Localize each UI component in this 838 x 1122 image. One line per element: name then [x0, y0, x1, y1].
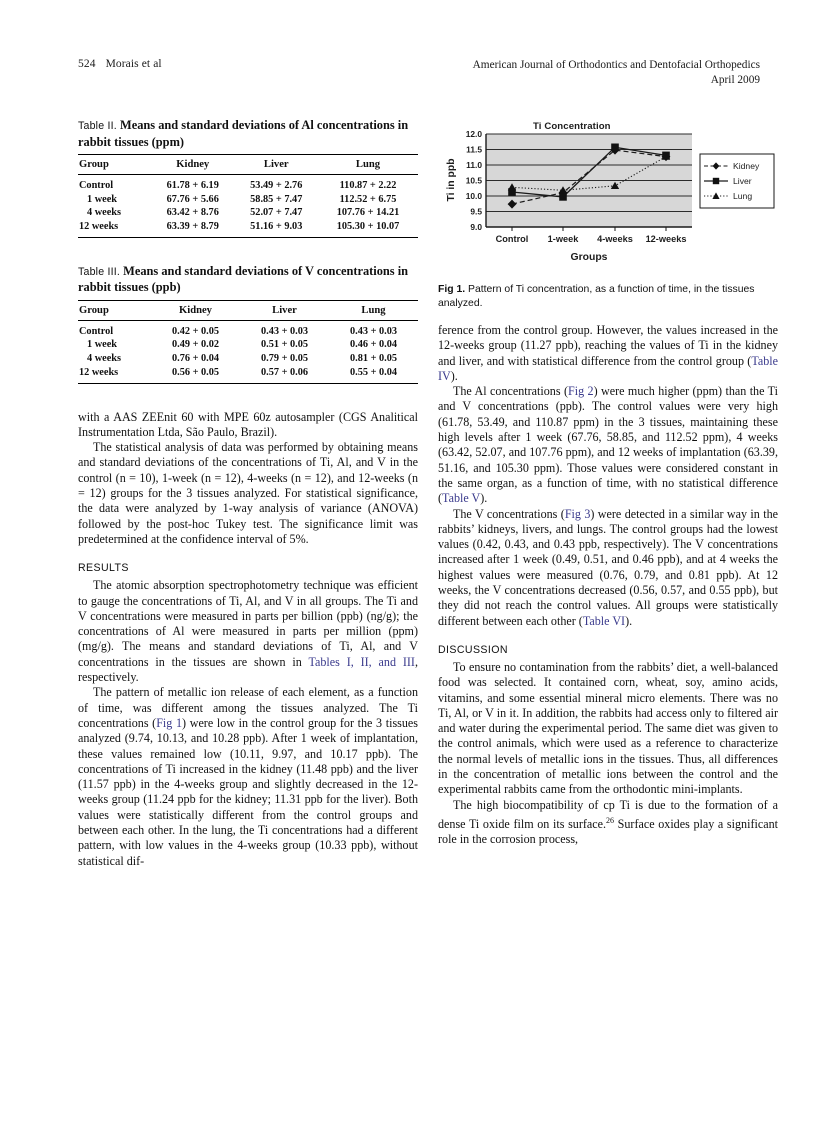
y-tick-12-0: 12.0	[465, 129, 482, 139]
xref-table-vi[interactable]: Table VI	[582, 613, 626, 628]
table-3-r3-liver: 0.57 + 0.06	[240, 365, 329, 383]
paragraph-results-1	[78, 578, 418, 685]
table-3-r1-liver: 0.51 + 0.05	[260, 339, 309, 351]
al-text-c: ).	[480, 491, 488, 506]
x-tick-4-weeks: 4-weeks	[597, 234, 633, 244]
y-tick-10-5: 10.5	[465, 175, 482, 186]
table-3-caption	[78, 264, 418, 296]
figure-1-caption	[438, 283, 778, 311]
results-2-text-a: The pattern of metallic ion release of each element, as a function of time, was different among the tissues analyzed. The Ti concentrations (	[78, 685, 418, 730]
table-2-r1-liver: 58.85 + 7.47	[250, 193, 303, 205]
y-tick-11-0: 11.0	[466, 160, 482, 170]
table-row	[78, 338, 418, 352]
issue-date: April 2009	[710, 74, 760, 86]
running-head-left	[78, 58, 162, 70]
table-2-r1-kidney: 67.76 + 5.66	[166, 193, 219, 205]
table-3-r2-group: 4 weeks	[87, 352, 122, 364]
table-row	[78, 192, 418, 206]
chart-title: Ti Concentration	[533, 121, 611, 132]
table-3-r2-lung: 0.81 + 0.05	[349, 352, 398, 364]
table-3-r1-lung: 0.46 + 0.04	[349, 339, 398, 351]
v-text-a: The V concentrations (	[453, 506, 565, 521]
v-text-c: ).	[625, 613, 633, 628]
running-head-right	[473, 58, 760, 88]
running-head-authors: Morais et al	[105, 58, 162, 70]
table-3-r3-group: 12 weeks	[78, 365, 151, 383]
xref-fig-3[interactable]: Fig 3	[564, 506, 591, 521]
table-2-r3-liver: 51.16 + 9.03	[235, 219, 319, 237]
table-2-col-lung: Lung	[318, 155, 418, 175]
results-2-text-b: ) were low in the control group for the 3 tissues analyzed (9.74, 10.13, and 10.28 ppb). After 1 week of implantation, these values remained low (10.11, 9.97, and 10.17 ppb). The concentrations of Ti increased in the kidney (11.48 ppb) and the liver (11.57 ppb) in the 4-weeks group and slightly decreased in the 12-weeks group (11.24 ppb for the kidney; 11.31 ppb for the liver). Both values were statistically different from the control groups and between each other. In the lung, the Ti concentrations had a different pattern, with low values in the 4-weeks group (10.33 ppb), without statistical dif-	[78, 715, 418, 868]
table-3-r3-kidney: 0.56 + 0.05	[151, 365, 240, 383]
xref-table-iv[interactable]: Table IV	[438, 353, 778, 383]
al-text-a: The Al concentrations (	[453, 384, 568, 399]
y-tick-11-5: 11.5	[466, 144, 482, 155]
table-2-r2-group: 4 weeks	[87, 207, 122, 219]
table-2-block	[78, 118, 418, 238]
v-text-b: ) were detected in a similar way in the rabbits’ kidneys, livers, and lungs. The control groups had the lowest values (0.42, 0.43, and 0.43 ppb, respectively). The V concentrations increased after 1 week (0.49, 0.51, and 0.46 ppb), and at 4 weeks the highest values were measured (0.76, 0.79, and 0.81 ppb). At 12 weeks, the V concentrations decreased (0.56, 0.57, and 0.55 ppb), but they did not reach the control values. All groups were statistically different between each other (	[438, 506, 778, 628]
table-2-r3-kidney: 63.39 + 8.79	[151, 219, 235, 237]
paragraph-statistics: The statistical analysis of data was performed by obtaining means and standard deviations of the concentrations of Ti, Al, and V in the control (n = 10), 1-week (n = 12), 4-weeks (n = 12), and 12-weeks (n = 12) groups for the 3 tissues analyzed. For statistical significance, the data were analyzed by 1-way analysis of variance (ANOVA) followed by the post-hoc Tukey test. The significance limit was predetermined at the confidence interval of 5%.	[78, 440, 418, 546]
table-2-r1-group: 1 week	[87, 193, 118, 205]
table-3-r1-group: 1 week	[87, 339, 118, 351]
disc-2-text-b: Surface oxides play a significant role in the corrosion process,	[438, 816, 778, 847]
legend-label-liver: Liver	[733, 176, 752, 186]
table-3-r3-lung: 0.55 + 0.04	[329, 365, 418, 383]
xref-table-v[interactable]: Table V	[442, 491, 481, 506]
ti-concentration-line-chart	[438, 118, 778, 276]
xref-tables-i-ii-iii[interactable]: Tables I, II, and III	[308, 654, 415, 669]
table-2-r0-kidney: 61.78 + 6.19	[166, 180, 219, 191]
legend-marker-liver	[713, 178, 719, 184]
paragraph-al-concentrations	[438, 384, 778, 506]
x-tick-control: Control	[495, 234, 529, 244]
paragraph-discussion-2	[438, 798, 778, 848]
section-heading-results: RESULTS	[78, 562, 129, 575]
table-2-r3-group: 12 weeks	[78, 219, 151, 237]
disc-2-text-a: The high biocompatibility of cp Ti is due to the formation of a dense Ti oxide film on its surface.	[438, 797, 778, 831]
table-2-caption-text: Means and standard deviations of Al concentrations in rabbit tissues (ppm)	[78, 118, 409, 149]
table-row	[78, 365, 418, 383]
table-3-r0-kidney: 0.42 + 0.05	[171, 325, 220, 337]
al-text-b: ) were much higher (ppm) than the Ti and V concentrations (ppb). The control values were very high (61.78, 53.49, and 110.87 ppm) in the 3 tissues, maintaining these high levels after 1 week (67.76, 58.85, and 112.52 ppm), 4 weeks (63.42, 52.07, and 107.76 ppm), and 12 weeks of implantation (63.39, 51.16, and 105.30 ppm). Those values were considered constant in the same organ, as a function of time, with no statistical difference (	[438, 384, 778, 506]
table-2-r0-group: Control	[79, 180, 114, 191]
table-row	[78, 320, 418, 338]
xref-fig-1[interactable]: Fig 1	[156, 715, 183, 730]
table-3-caption-text: Means and standard deviations of V concentrations in rabbit tissues (ppb)	[78, 263, 409, 295]
table-3-col-liver: Liver	[240, 300, 329, 320]
x-tick-12-weeks: 12-weeks	[645, 234, 687, 244]
y-axis-title: Ti in ppb	[446, 158, 457, 202]
y-tick-9-0: 9.0	[470, 222, 482, 232]
table-3-col-kidney: Kidney	[151, 300, 240, 320]
table-2-col-kidney: Kidney	[151, 155, 235, 175]
table-2-col-group: Group	[78, 155, 151, 175]
table-row	[78, 206, 418, 220]
table-3-r2-kidney: 0.76 + 0.04	[171, 352, 220, 364]
running-head	[78, 58, 760, 92]
table-2-caption	[78, 118, 418, 150]
paragraph-discussion-1: To ensure no contamination from the rabbits’ diet, a well-balanced food was selected. It contained corn, wheat, soy, amino acids, vitamins, and some essential mineral micro elements. There was no Ti, Al, or V in it. In addition, the rabbits had access only to filtered air and water during the experimental period. The same diet was given to the control animals, which were used as a reference to characterize the normal levels of metallic ions in the tissues. Thus, all differences in the concentration of metallic ions between the control and the experimental rabbits came from the orthodontic mini-implants.	[438, 659, 778, 797]
table-2-r1-lung: 112.52 + 6.75	[339, 193, 397, 205]
paragraph-continued	[438, 323, 778, 384]
results-1-text-a: The atomic absorption spectrophotometry technique was efficient to gauge the concentrations of Ti, Al, and V in all groups. The Ti and V concentrations were measured in parts per billion (ppb) (ng/g); the concentrations of Al were measured in parts per million (ppm) (mg/g). The means and standard deviations of Ti, Al, and V concentrations in the tissues are shown in	[78, 578, 418, 669]
table-row	[78, 352, 418, 366]
table-row	[78, 155, 418, 175]
y-tick-9-5: 9.5	[470, 206, 482, 217]
xref-fig-2[interactable]: Fig 2	[568, 384, 594, 399]
legend-label-kidney: Kidney	[733, 161, 760, 171]
page-number: 524	[78, 58, 96, 70]
cont-text-a: ference from the control group. However, the values increased in the 12-weeks group (11.27 ppb), reaching the values of Ti in the kidney and liver, and with statistical difference from the control group (	[438, 323, 778, 368]
figure-1-graphic	[438, 118, 778, 276]
table-2-body	[78, 175, 418, 238]
table-3-r1-kidney: 0.49 + 0.02	[171, 339, 220, 351]
table-2-head	[78, 155, 418, 175]
section-heading-discussion: DISCUSSION	[438, 643, 508, 656]
results-1-text-b: , respectively.	[78, 654, 418, 685]
table-3-head	[78, 300, 418, 320]
table-3-r2-liver: 0.79 + 0.05	[260, 352, 309, 364]
table-row	[78, 175, 418, 193]
table-2-r0-lung: 110.87 + 2.22	[339, 180, 397, 191]
paragraph-methods-end: with a AAS ZEEnit 60 with MPE 60z autosampler (CGS Analitical Instrumentation Ltda, São Paulo, Brazil).	[78, 409, 418, 439]
table-3-body	[78, 320, 418, 383]
table-2-number: Table II.	[78, 120, 117, 132]
y-tick-10-0: 10.0	[465, 191, 482, 201]
table-2-r0-liver: 53.49 + 2.76	[250, 180, 303, 191]
figure-1-label: Fig 1.	[438, 284, 466, 295]
table-3-block	[78, 264, 418, 384]
legend-label-lung: Lung	[733, 191, 753, 201]
table-2-col-liver: Liver	[235, 155, 319, 175]
left-column	[78, 118, 418, 869]
paragraph-v-concentrations	[438, 507, 778, 629]
table-2-r3-lung: 105.30 + 10.07	[318, 219, 418, 237]
table-row	[78, 300, 418, 320]
table-2	[78, 154, 418, 238]
table-3-number: Table III.	[78, 265, 121, 278]
figure-1-caption-text: Pattern of Ti concentration, as a function of time, in the tissues analyzed.	[438, 284, 755, 309]
table-row	[78, 219, 418, 237]
table-2-r2-kidney: 63.42 + 8.76	[166, 207, 219, 219]
table-3-r0-liver: 0.43 + 0.03	[260, 325, 309, 337]
table-3	[78, 300, 418, 384]
table-3-r0-group: Control	[79, 325, 114, 337]
x-tick-1-week: 1-week	[547, 234, 579, 244]
table-2-r2-lung: 107.76 + 14.21	[336, 207, 400, 219]
table-3-col-lung: Lung	[329, 300, 418, 320]
reference-marker-26[interactable]: 26	[606, 815, 614, 825]
cont-text-b: ).	[450, 368, 458, 383]
table-3-r0-lung: 0.43 + 0.03	[349, 325, 398, 337]
journal-title: American Journal of Orthodontics and Dentofacial Orthopedics	[472, 59, 760, 71]
table-2-r2-liver: 52.07 + 7.47	[250, 207, 303, 219]
paragraph-results-2	[78, 685, 418, 869]
table-3-col-group: Group	[78, 300, 151, 320]
x-axis-title: Groups	[570, 252, 608, 263]
figure-1	[438, 118, 778, 311]
right-column	[438, 118, 778, 848]
chart-legend	[700, 154, 774, 208]
